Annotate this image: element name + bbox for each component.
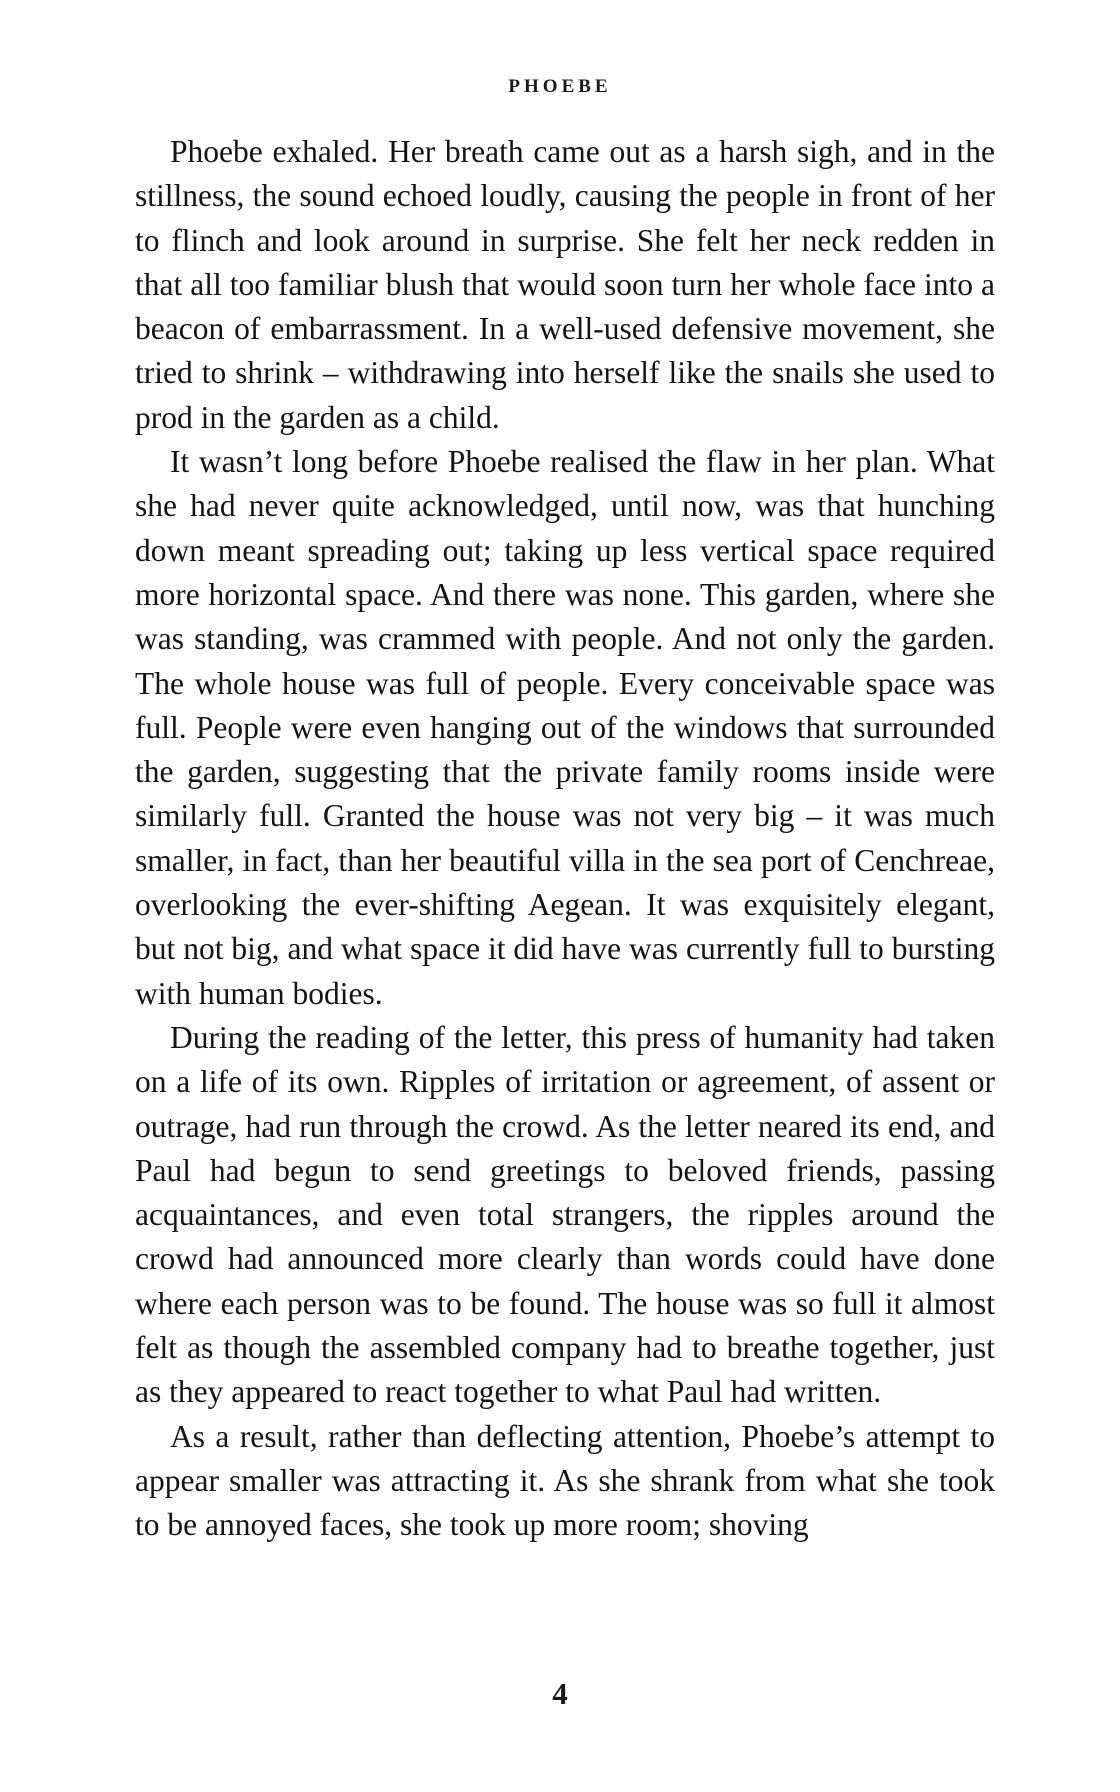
- page-number: 4: [552, 1676, 568, 1711]
- paragraph-2: It wasn’t long before Phoebe realised the flaw in her plan. What she had never quite acknowledged, until now, was that hunching down meant spreading out; taking up less vertical space required more horizontal space. And there was none. This garden, where she was standing, was crammed with people. And not only the garden. The whole house was full of people. Every conceivable space was full. People were even hanging out of the windows that surrounded the garden, suggesting that the private family rooms inside were similarly full. Granted the house was not very big – it was much smaller, in fact, than her beautiful villa in the sea port of Cenchreae, overlooking the ever-shifting Aegean. It was exquisitely elegant, but not big, and what space it did have was currently full to bursting with human bodies.: [135, 444, 995, 1011]
- running-head: PHOEBE: [508, 76, 612, 97]
- body-text: [135, 130, 995, 1548]
- paragraph-3: During the reading of the letter, this press of humanity had taken on a life of its own. Ripples of irritation or agreement, of assent or outrage, had run through the crowd. As the letter neared its end, and Paul had begun to send greetings to beloved friends, passing acquaintances, and even total strangers, the ripples around the crowd had announced more clearly than words could have done where each person was to be found. The house was so full it almost felt as though the assembled company had to breathe together, just as they appeared to react together to what Paul had written.: [135, 1019, 995, 1410]
- paragraph-4: As a result, rather than deflecting attention, Phoebe’s attempt to appear smaller was attracting it. As she shrank from what she took to be annoyed faces, she took up more room; shoving: [135, 1418, 995, 1543]
- paragraph-1: Phoebe exhaled. Her breath came out as a harsh sigh, and in the stillness, the sound echoed loudly, causing the people in front of her to flinch and look around in surprise. She felt her neck redden in that all too familiar blush that would soon turn her whole face into a beacon of embarrassment. In a well-used defensive movement, she tried to shrink – withdrawing into herself like the snails she used to prod in the garden as a child.: [135, 134, 995, 435]
